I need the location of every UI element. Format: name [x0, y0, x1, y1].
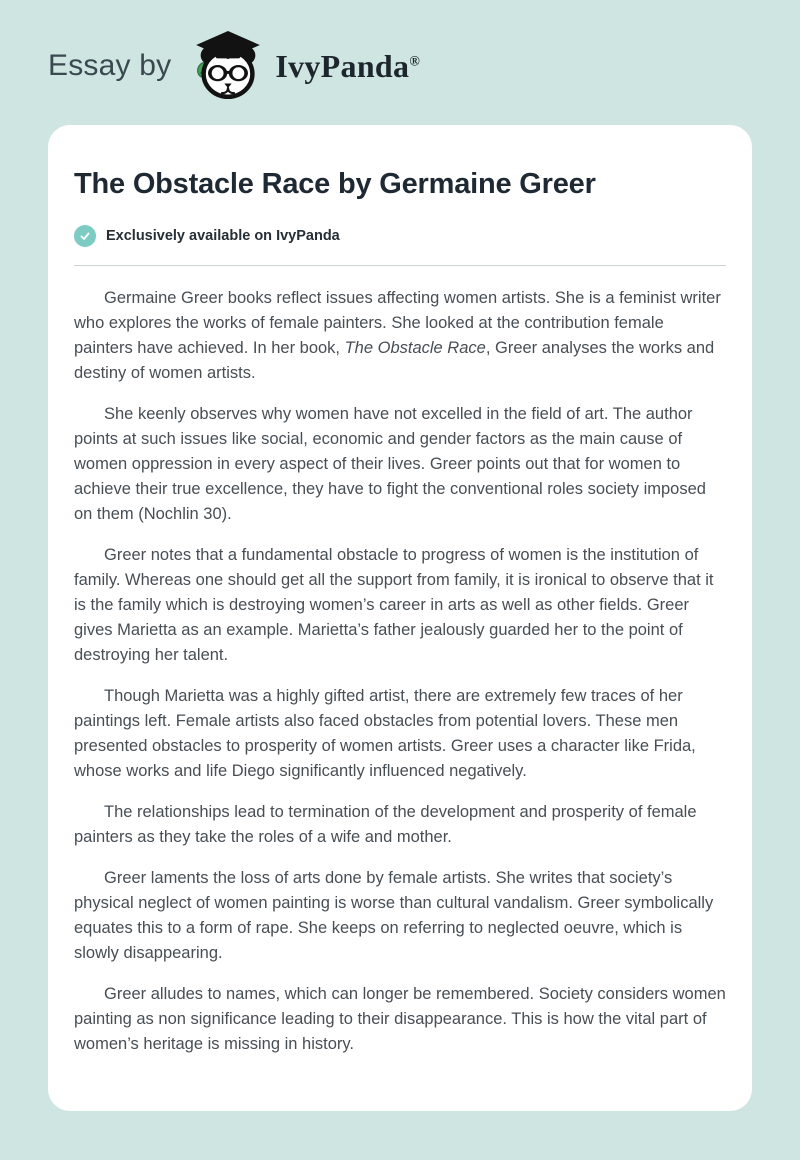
essay-paragraph: [74, 866, 726, 966]
check-icon: [74, 225, 96, 247]
essay-card: [48, 125, 752, 1111]
brand-wordmark[interactable]: [275, 48, 420, 85]
brand-name: IvyPanda: [275, 47, 410, 84]
panda-graduate-logo-icon[interactable]: [191, 31, 265, 102]
exclusive-badge: [74, 225, 726, 247]
paragraph-text: Greer alludes to names, which can longer be remembered. Society considers women painting as non significance leading to their disappearance. This is how the vital part of women’s heritage is missing in history.: [74, 985, 726, 1053]
essay-by-label: Essay by: [48, 49, 172, 82]
essay-body: [74, 286, 726, 1057]
paragraph-text: The relationships lead to termination of the development and prosperity of female painters as they take the roles of a wife and mother.: [74, 803, 697, 846]
essay-paragraph: [74, 286, 726, 386]
divider: [74, 265, 726, 266]
paragraph-text: Greer laments the loss of arts done by female artists. She writes that society’s physical neglect of women painting is worse than cultural vandalism. Greer symbolically equates this to a form of rape. She keeps on referring to neglected oeuvre, which is slowly disappearing.: [74, 869, 714, 962]
paragraph-text: Though Marietta was a highly gifted artist, there are extremely few traces of her paintings left. Female artists also faced obstacles from potential lovers. These men presented obstacles to prosperity of women artists. Greer uses a character like Frida, whose works and life Diego significantly influenced negatively.: [74, 687, 696, 780]
paragraph-text: Greer notes that a fundamental obstacle to progress of women is the institution of family. Whereas one should get all the support from family, it is ironical to observe that it is the family which is destroying women’s career in arts as well as other fields. Greer gives Marietta as an example. Marietta’s father jealously guarded her to the point of destroying her talent.: [74, 546, 714, 664]
book-title-italic: The Obstacle Race: [344, 339, 486, 357]
essay-paragraph: [74, 982, 726, 1057]
essay-title: The Obstacle Race by Germaine Greer: [74, 168, 596, 200]
essay-paragraph: [74, 800, 726, 850]
registered-trademark-symbol: ®: [409, 53, 421, 69]
paragraph-text: , Greer analyses the works and destiny of women artists.: [74, 339, 715, 382]
site-header: [0, 0, 800, 102]
essay-paragraph: [74, 402, 726, 527]
exclusive-badge-label: Exclusively available on IvyPanda: [106, 228, 340, 244]
essay-paragraph: [74, 684, 726, 784]
paragraph-text: She keenly observes why women have not excelled in the field of art. The author points at such issues like social, economic and gender factors as the main cause of women oppression in every aspect of their lives. Greer points out that for women to achieve their true excellence, they have to fight the conventional roles society imposed on them (Nochlin 30).: [74, 405, 706, 523]
paragraph-text: Germaine Greer books reflect issues affecting women artists. She is a feminist writer who explores the works of female painters. She looked at the contribution female painters have achieved. In her book,: [74, 289, 721, 357]
essay-paragraph: [74, 543, 726, 668]
